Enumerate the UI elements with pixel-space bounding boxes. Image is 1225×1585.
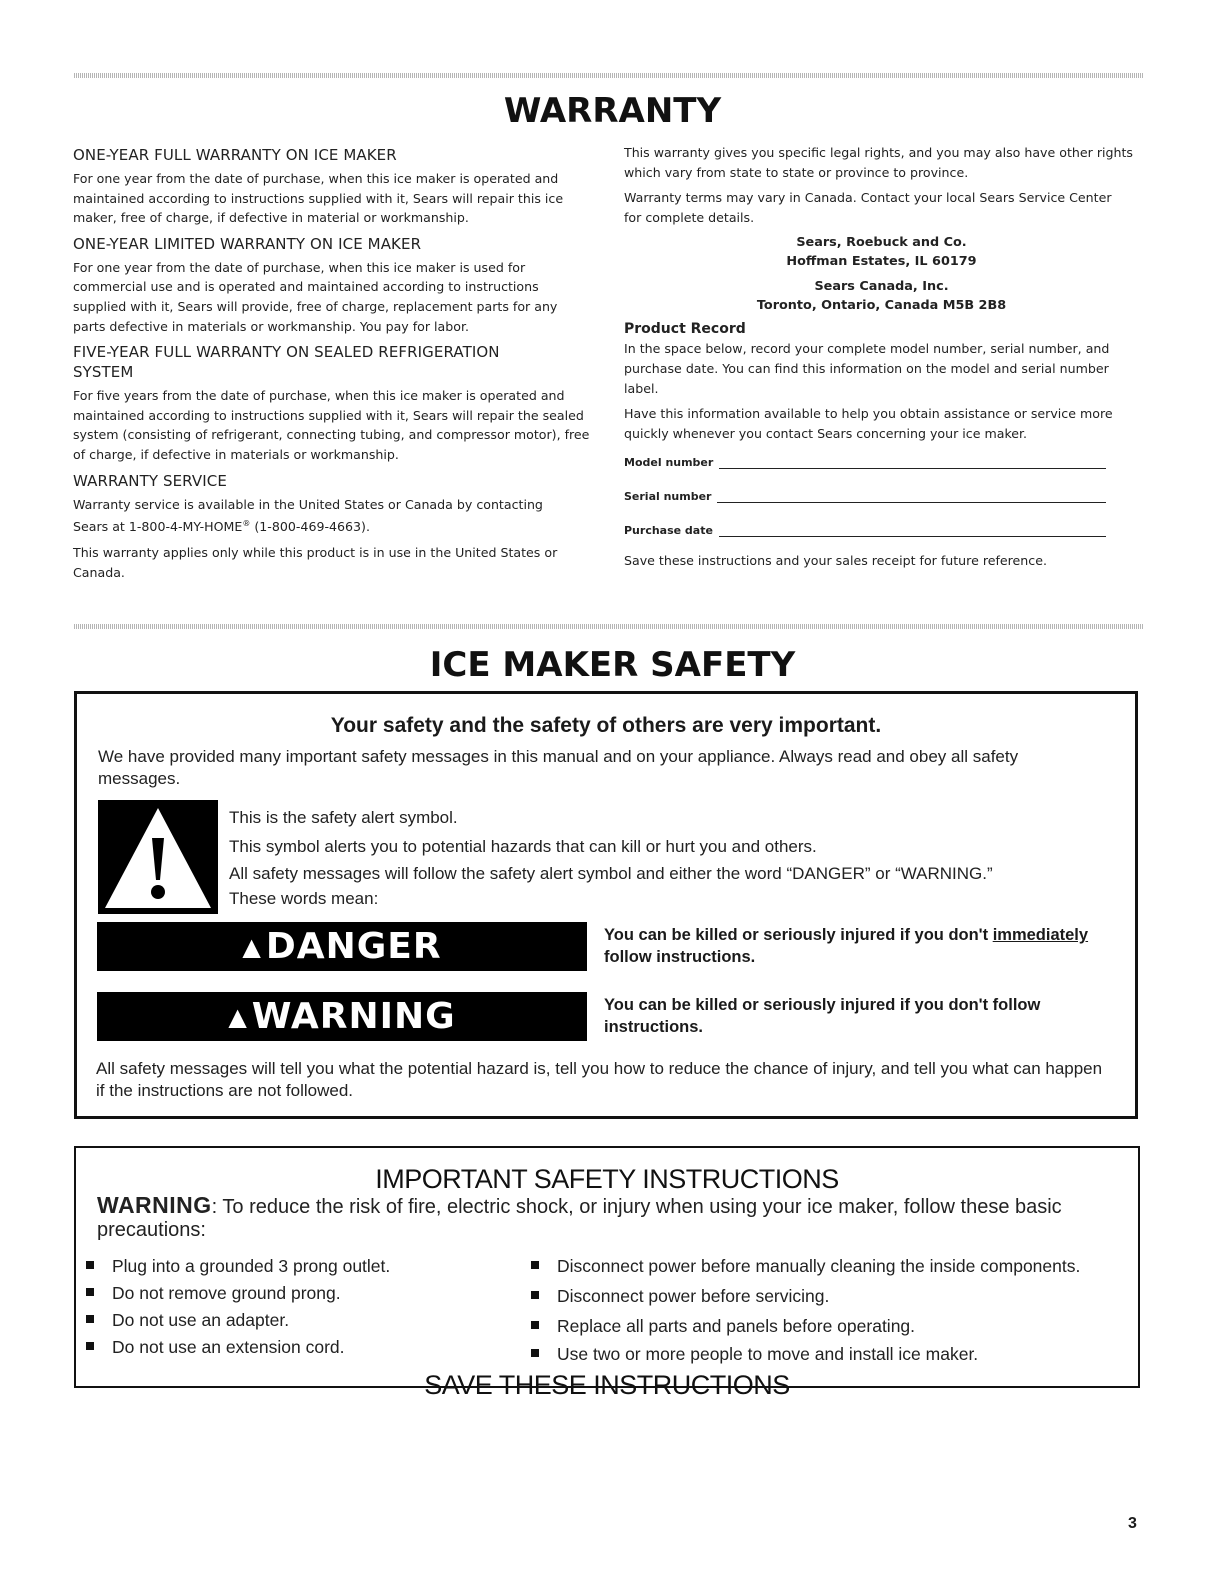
- list-item: [531, 1285, 829, 1307]
- limited-warranty-body: For one year from the date of purchase, when this ice maker is used for commercial use and is operated and maintained according to instructions supplied with it, Sears will provide, free of charge, replacement parts for any parts defective in materials or workmanship. You pay for labor.: [73, 259, 558, 334]
- full-warranty-body: For one year from the date of purchase, when this ice maker is operated and maintained according to instructions supplied with it, Sears will repair this ice maker, free of charge, if defective in material or workmanship.: [73, 171, 564, 226]
- top-divider: [74, 73, 1144, 78]
- warning-label: WARNING: [251, 996, 456, 1037]
- danger-alert-icon: ▲: [242, 932, 262, 961]
- alert-line-3: All safety messages will follow the safety alert symbol and either the word “DANGER” or “WARNING.”: [229, 864, 993, 883]
- bullet-icon: [531, 1291, 539, 1299]
- bullet-icon: [531, 1261, 539, 1269]
- safety-alert-symbol: [98, 800, 218, 914]
- danger-text-start: You can be killed or seriously injured if you don't: [604, 926, 993, 944]
- sealed-system-body: For five years from the date of purchase, when this ice maker is operated and maintained according to instructions supplied with it, Sears will repair the sealed system (consisting of refrigerant, connecting tubing, and compressor motor), free of charge, if defective in materials or workmanship.: [73, 388, 590, 462]
- danger-label: DANGER: [265, 926, 442, 967]
- list-item-text: Replace all parts and panels before operating.: [557, 1316, 916, 1336]
- save-instructions-footer: SAVE THESE INSTRUCTIONS: [424, 1370, 790, 1400]
- list-item-text: Disconnect power before manually cleaning the inside components.: [557, 1256, 1081, 1276]
- warning-description: You can be killed or seriously injured if you don't follow instructions.: [604, 996, 1041, 1036]
- sears-canada-address: Toronto, Ontario, Canada M5B 2B8: [756, 298, 1007, 314]
- list-item: [531, 1255, 1080, 1277]
- warranty-service-phone: (1-800-469-4663).: [250, 519, 370, 535]
- list-item-text: Do not use an extension cord.: [112, 1337, 345, 1357]
- serial-number-field[interactable]: [624, 483, 1106, 503]
- alert-triangle-icon: [98, 800, 218, 914]
- warranty-right-column: [624, 143, 1139, 577]
- model-number-label: Model number: [624, 456, 714, 470]
- safety-title: ICE MAKER SAFETY: [429, 645, 796, 685]
- list-item: [86, 1255, 390, 1277]
- list-item: [531, 1343, 978, 1365]
- list-item: [531, 1315, 915, 1337]
- sears-canada-name: Sears Canada, Inc.: [814, 279, 949, 295]
- bullet-icon: [86, 1288, 94, 1296]
- limited-warranty-heading: ONE-YEAR LIMITED WARRANTY ON ICE MAKER: [73, 234, 422, 253]
- safety-box: [74, 691, 1138, 1119]
- sealed-system-heading: FIVE-YEAR FULL WARRANTY ON SEALED REFRIGERATION SYSTEM: [73, 343, 500, 382]
- list-item-text: Disconnect power before servicing.: [557, 1286, 830, 1306]
- purchase-date-field[interactable]: [624, 517, 1106, 537]
- bullet-icon: [531, 1321, 539, 1329]
- full-warranty-heading: ONE-YEAR FULL WARRANTY ON ICE MAKER: [73, 146, 397, 164]
- legal-rights-text: This warranty gives you specific legal rights, and you may also have other rights which vary from state to state or province to province.: [624, 145, 1133, 180]
- safety-box-heading: Your safety and the safety of others are very important.: [330, 714, 882, 737]
- instructions-warning-word: WARNING: [97, 1192, 212, 1218]
- list-item: [86, 1282, 341, 1304]
- warning-alert-icon: ▲: [228, 1002, 248, 1031]
- bullet-icon: [531, 1349, 539, 1357]
- danger-text-emphasis: immediately: [992, 926, 1089, 944]
- warranty-service-heading: WARRANTY SERVICE: [73, 471, 227, 490]
- alert-line-2: This symbol alerts you to potential hazards that can kill or hurt you and others.: [229, 837, 817, 856]
- safety-intro: We have provided many important safety messages in this manual and on your appliance. Always read and obey all safety messages.: [98, 747, 1019, 788]
- purchase-date-line[interactable]: [719, 522, 1106, 537]
- warranty-applies-body: This warranty applies only while this product is in use in the United States or Canada.: [73, 544, 558, 580]
- alert-line-4: These words mean:: [229, 889, 379, 908]
- sears-us-name: Sears, Roebuck and Co.: [796, 235, 967, 251]
- warranty-title: WARRANTY: [503, 91, 722, 131]
- list-item: [86, 1336, 345, 1358]
- registered-mark: ®: [242, 519, 251, 529]
- danger-signal-word: [97, 922, 587, 971]
- save-receipt-note: Save these instructions and your sales receipt for future reference.: [624, 553, 1047, 569]
- product-record-heading: Product Record: [624, 321, 746, 338]
- list-item-text: Do not use an adapter.: [112, 1310, 290, 1330]
- product-record-text: In the space below, record your complete model number, serial number, and purchase date. You can find this information on the model and serial number label.: [624, 341, 1110, 396]
- purchase-date-label: Purchase date: [624, 524, 713, 538]
- canada-terms-text: Warranty terms may vary in Canada. Contact your local Sears Service Center for complete details.: [624, 190, 1112, 225]
- instructions-title: IMPORTANT SAFETY INSTRUCTIONS: [375, 1164, 839, 1194]
- list-item-text: Plug into a grounded 3 prong outlet.: [112, 1256, 391, 1276]
- sears-us-address: Hoffman Estates, IL 60179: [786, 254, 977, 270]
- serial-number-label: Serial number: [624, 490, 712, 504]
- instructions-warning-text: : To reduce the risk of fire, electric shock, or injury when using your ice maker, follow these basic precautions:: [97, 1196, 1062, 1241]
- bullet-icon: [86, 1261, 94, 1269]
- bullet-icon: [86, 1342, 94, 1350]
- list-item-text: Do not remove ground prong.: [112, 1283, 341, 1303]
- safety-closing: All safety messages will tell you what the potential hazard is, tell you how to reduce the chance of injury, and tell you what can happen if the instructions are not followed.: [96, 1059, 1103, 1100]
- list-item: [86, 1309, 289, 1331]
- warranty-left-column: [73, 145, 593, 588]
- serial-number-line[interactable]: [717, 488, 1106, 503]
- product-record-help-text: Have this information available to help you obtain assistance or service more quickly whenever you contact Sears concerning your ice maker.: [624, 406, 1113, 441]
- list-item-text: Use two or more people to move and install ice maker.: [557, 1344, 979, 1364]
- warning-signal-word: [97, 992, 587, 1041]
- warranty-service-body: [73, 495, 553, 537]
- warranty-service-text: Warranty service is available in the United States or Canada by contacting Sears at 1-800-4-MY-HOME: [73, 496, 543, 535]
- bullet-icon: [86, 1315, 94, 1323]
- model-number-line[interactable]: [719, 454, 1106, 469]
- instructions-box: [74, 1146, 1140, 1400]
- danger-text-end: follow instructions.: [604, 948, 756, 966]
- alert-line-1: This is the safety alert symbol.: [229, 808, 458, 827]
- model-number-field[interactable]: [624, 449, 1106, 469]
- middle-divider: [74, 624, 1144, 629]
- page-number: 3: [1128, 1515, 1137, 1532]
- instructions-warning: [97, 1194, 1117, 1242]
- danger-description: [604, 924, 1134, 968]
